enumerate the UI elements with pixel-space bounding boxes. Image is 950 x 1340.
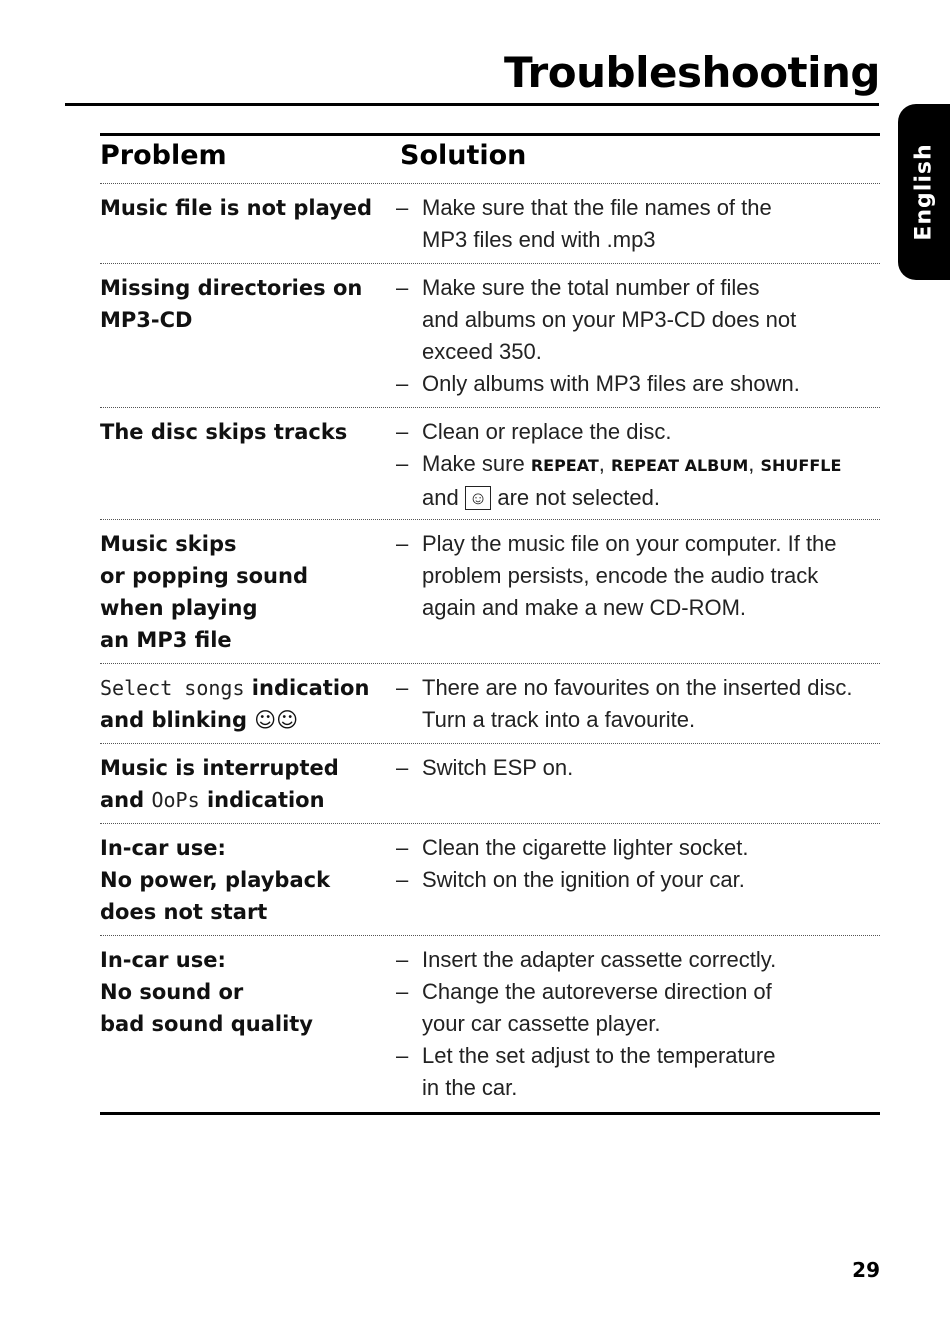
table-top-rule	[100, 133, 880, 136]
solution-line: Turn a track into a favourite.	[422, 707, 696, 732]
solution-line: problem persists, encode the audio track	[422, 563, 819, 588]
problem-cell	[100, 416, 400, 448]
dash: –	[396, 979, 409, 1004]
solution-line	[422, 482, 880, 514]
display-text: Select songs	[100, 676, 245, 700]
dash: –	[396, 1043, 409, 1068]
dash: –	[396, 195, 409, 220]
solution-line: Make sure that the file names of the	[422, 195, 772, 220]
solution-item	[396, 272, 880, 368]
solution-line: Insert the adapter cassette correctly.	[422, 947, 777, 972]
problem-cell	[100, 672, 400, 736]
problem-line: The disc skips tracks	[100, 420, 348, 444]
row-divider	[100, 935, 880, 936]
solution-text: Make sure	[422, 451, 531, 476]
solution-line: MP3 files end with .mp3	[422, 227, 656, 252]
solution-cell	[396, 192, 880, 256]
title-rule	[65, 103, 879, 106]
shuffle-label: SHUFFLE	[760, 456, 842, 475]
page-number: 29	[852, 1258, 880, 1282]
dash: –	[396, 275, 409, 300]
solution-cell	[396, 752, 880, 784]
row-divider	[100, 183, 880, 184]
solution-item	[396, 368, 880, 400]
problem-cell	[100, 832, 400, 928]
row-divider	[100, 519, 880, 520]
problem-column-header: Problem	[100, 140, 227, 171]
dash: –	[396, 755, 409, 780]
separator: ,	[598, 451, 612, 476]
separator: ,	[748, 451, 761, 476]
dash: –	[396, 371, 409, 396]
language-tab	[898, 104, 950, 280]
solution-line: exceed 350.	[422, 339, 542, 364]
row-divider	[100, 263, 880, 264]
solution-line: Let the set adjust to the temperature	[422, 1043, 776, 1068]
problem-line: No power, playback	[100, 868, 331, 892]
solution-cell	[396, 944, 880, 1104]
solution-item	[396, 976, 880, 1040]
solution-line: and albums on your MP3-CD does not	[422, 307, 797, 332]
dash: –	[396, 675, 409, 700]
dash: –	[396, 867, 409, 892]
solution-text: are not selected.	[491, 485, 660, 510]
problem-line: and blinking ☺☺	[100, 708, 299, 732]
solution-item	[396, 832, 880, 864]
solution-line: in the car.	[422, 1075, 518, 1100]
solution-text: and	[422, 485, 465, 510]
dash: –	[396, 947, 409, 972]
dash: –	[396, 451, 409, 476]
problem-cell	[100, 192, 400, 224]
solution-line: again and make a new CD-ROM.	[422, 595, 747, 620]
repeat-album-label: REPEAT ALBUM	[611, 456, 749, 475]
solution-line: There are no favourites on the inserted disc.	[422, 675, 853, 700]
page-title: Troubleshooting	[504, 48, 880, 97]
row-divider	[100, 743, 880, 744]
solution-cell	[396, 528, 880, 624]
problem-line: MP3-CD	[100, 308, 193, 332]
solution-cell	[396, 832, 880, 896]
solution-line: Switch on the ignition of your car.	[422, 867, 745, 892]
solution-cell	[396, 416, 880, 514]
problem-line: Missing directories on	[100, 276, 363, 300]
problem-text: indication	[244, 676, 370, 700]
problem-line: Music is interrupted	[100, 756, 339, 780]
row-divider	[100, 663, 880, 664]
problem-line: In-car use:	[100, 836, 226, 860]
problem-line: when playing	[100, 596, 258, 620]
solution-line: Play the music file on your computer. If the	[422, 531, 837, 556]
problem-line: In-car use:	[100, 948, 226, 972]
problem-text: and	[100, 788, 152, 812]
solution-line: Change the autoreverse direction of	[422, 979, 772, 1004]
solution-line: Only albums with MP3 files are shown.	[422, 371, 800, 396]
problem-line: does not start	[100, 900, 268, 924]
solution-line: Clean the cigarette lighter socket.	[422, 835, 749, 860]
solution-cell	[396, 672, 880, 736]
problem-cell	[100, 272, 400, 336]
table-bottom-rule	[100, 1112, 880, 1115]
row-divider	[100, 407, 880, 408]
dash: –	[396, 531, 409, 556]
problem-line: No sound or	[100, 980, 244, 1004]
dash: –	[396, 835, 409, 860]
problem-line: bad sound quality	[100, 1012, 313, 1036]
dash: –	[396, 419, 409, 444]
solution-line: Make sure the total number of files	[422, 275, 760, 300]
solution-item	[396, 416, 880, 448]
problem-line	[100, 784, 400, 816]
problem-line: Music file is not played	[100, 196, 373, 220]
problem-cell	[100, 752, 400, 816]
solution-item	[396, 944, 880, 976]
display-text: OoPs	[151, 788, 200, 812]
solution-line: Clean or replace the disc.	[422, 419, 672, 444]
solution-item	[396, 448, 880, 514]
repeat-label: REPEAT	[530, 456, 599, 475]
solution-column-header: Solution	[400, 140, 527, 171]
solution-line	[422, 448, 880, 482]
solution-item	[396, 864, 880, 896]
solution-item	[396, 528, 880, 624]
problem-line	[100, 672, 400, 704]
solution-line: your car cassette player.	[422, 1011, 661, 1036]
problem-line: an MP3 file	[100, 628, 232, 652]
problem-line: Music skips	[100, 532, 237, 556]
problem-line: or popping sound	[100, 564, 308, 588]
row-divider	[100, 823, 880, 824]
solution-cell	[396, 272, 880, 400]
solution-line: Switch ESP on.	[422, 755, 574, 780]
problem-cell	[100, 528, 400, 656]
solution-item	[396, 672, 880, 736]
language-tab-label: English	[911, 143, 937, 241]
problem-text: indication	[199, 788, 325, 812]
solution-item	[396, 752, 880, 784]
solution-item	[396, 192, 880, 256]
solution-item	[396, 1040, 880, 1104]
favourite-button-icon: ☺	[465, 486, 491, 510]
problem-cell	[100, 944, 400, 1040]
